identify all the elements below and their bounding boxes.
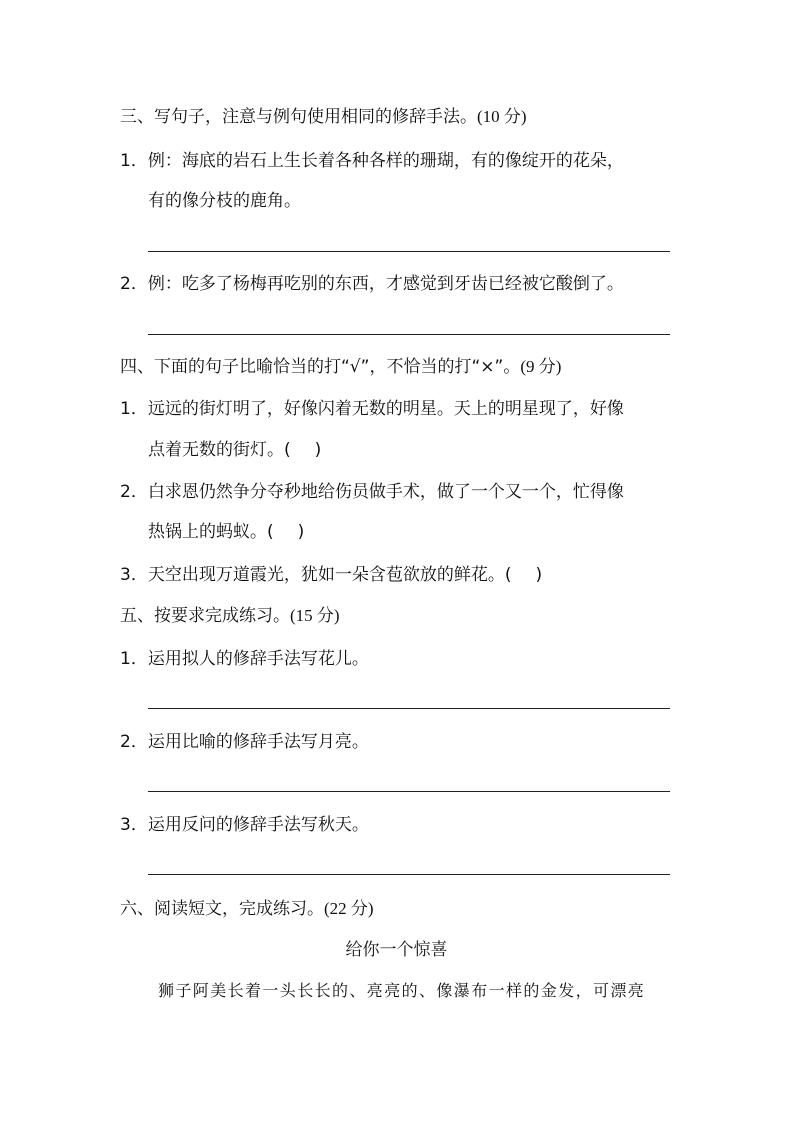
answer-line-3-1[interactable]: [148, 251, 670, 252]
section-6-heading: 六、阅读短文，完成练习。(22 分): [120, 899, 374, 919]
section-4-question-3: 3．天空出现万道霞光，犹如一朵含苞欲放的鲜花。( ): [120, 565, 543, 585]
section-5-question-2: 2．运用比喻的修辞手法写月亮。: [120, 732, 369, 752]
answer-line-3-2[interactable]: [148, 334, 670, 335]
section-3-question-1: 1．例：海底的岩石上生长着各种各样的珊瑚，有的像绽开的花朵，: [120, 151, 624, 171]
section-4-question-2: 2．白求恩仍然争分夺秒地给伤员做手术，做了一个又一个，忙得像: [120, 482, 624, 502]
answer-line-5-3[interactable]: [148, 874, 670, 875]
section-5-question-1: 1．运用拟人的修辞手法写花儿。: [120, 649, 369, 669]
answer-line-5-1[interactable]: [148, 708, 670, 709]
section-4-question-1: 1．远远的街灯明了，好像闪着无数的明星。天上的明星现了，好像: [120, 399, 624, 419]
section-4-question-2-cont: 热锅上的蚂蚁。( ): [148, 522, 305, 542]
section-4-question-1-cont: 点着无数的街灯。( ): [148, 440, 322, 460]
section-3-question-1-cont: 有的像分枝的鹿角。: [148, 191, 301, 211]
section-3-question-2: 2．例：吃多了杨梅再吃别的东西，才感觉到牙齿已经被它酸倒了。: [120, 274, 624, 294]
story-paragraph: 狮子阿美长着一头长长的、亮亮的、像瀑布一样的金发，可漂亮: [158, 981, 646, 1000]
section-4-heading: 四、下面的句子比喻恰当的打“√”，不恰当的打“×”。(9 分): [120, 357, 562, 377]
section-3-heading: 三、写句子，注意与例句使用相同的修辞手法。(10 分): [120, 107, 527, 127]
story-title: 给你一个惊喜: [345, 940, 448, 960]
answer-line-5-2[interactable]: [148, 791, 670, 792]
section-5-heading: 五、按要求完成练习。(15 分): [120, 606, 340, 626]
section-5-question-3: 3．运用反问的修辞手法写秋天。: [120, 815, 369, 835]
